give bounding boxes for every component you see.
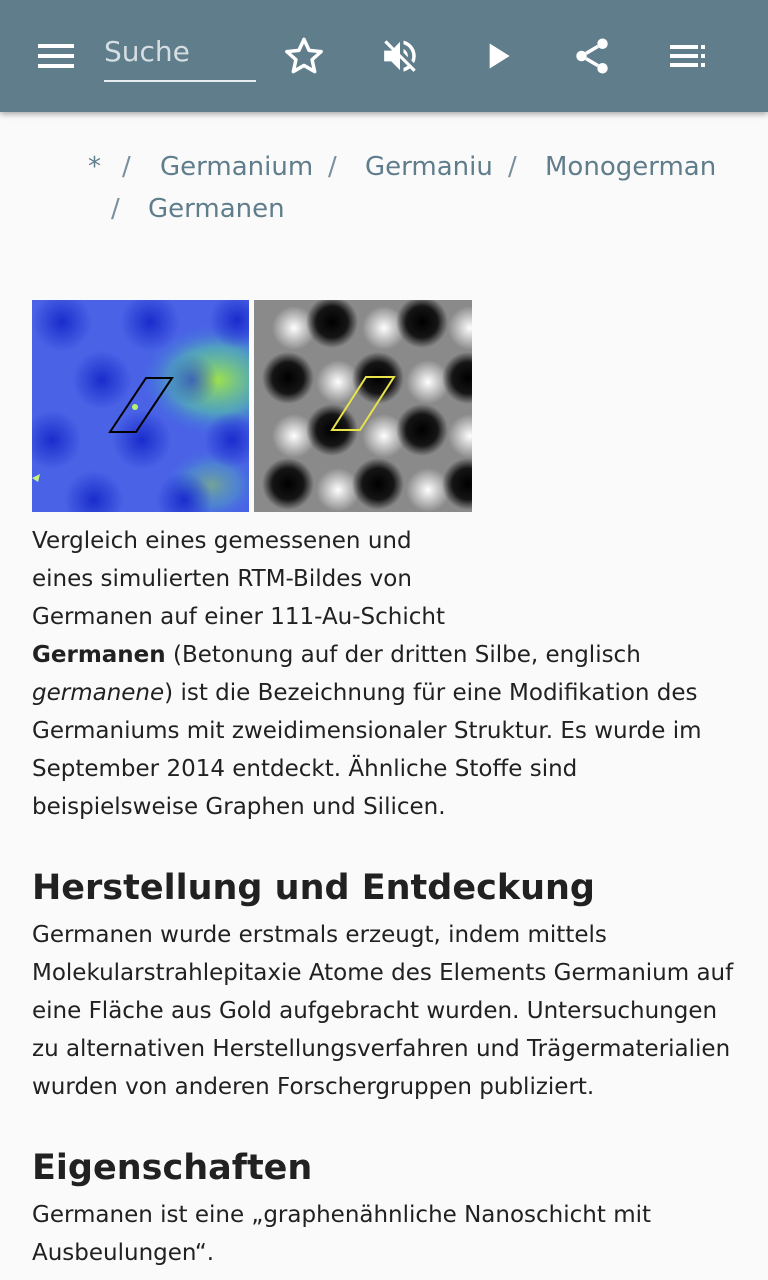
intro-text-part2: ) ist die Bezeichnung für eine Modifikation des Germaniums mit zweidimensionaler Struktur. Es wurde im September 2014 entdeckt. Ähnliche Stoffe sind beispielsweise Graphen und Silicen. [32, 680, 702, 820]
search-box [104, 22, 256, 82]
breadcrumb-root[interactable]: * [88, 152, 101, 182]
search-input[interactable] [104, 22, 256, 82]
share-icon [571, 35, 613, 77]
mute-button[interactable] [372, 28, 428, 84]
breadcrumb-item-germanen[interactable]: Germanen [148, 194, 285, 224]
contents-button[interactable] [660, 28, 716, 84]
intro-text-part1: (Betonung auf der dritten Silbe, englisch [165, 642, 641, 668]
section-text-eigenschaften: Germanen ist eine „graphenähnliche Nanoschicht mit Ausbeulungen“. [32, 1202, 652, 1266]
english-term: germanene [32, 680, 165, 706]
share-button[interactable] [564, 28, 620, 84]
list-icon [668, 36, 708, 76]
breadcrumb-separator: / [111, 194, 120, 224]
simulated-stm-image [254, 300, 472, 512]
breadcrumb-separator: / [508, 152, 517, 182]
menu-icon [36, 36, 76, 76]
star-outline-icon [283, 35, 325, 77]
figure-caption: Vergleich eines gemessenen und eines simulierten RTM-Bildes von Germanen auf einer 111-Au-Schicht [32, 528, 446, 630]
stm-image-comparison[interactable] [32, 300, 472, 512]
section-heading-herstellung: Herstellung und Entdeckung [32, 868, 595, 908]
section-text-herstellung: Germanen wurde erstmals erzeugt, indem mittels Molekularstrahlepitaxie Atome des Elements Germanium auf eine Fläche aus Gold aufgebracht wurden. Untersuchungen zu alternativen Herstellungsverfahren und Trägermaterialien wurden von anderen Forschergruppen publiziert. [32, 922, 734, 1100]
volume-off-icon [379, 35, 421, 77]
breadcrumb-item-monogerman[interactable]: Monogerman [545, 152, 717, 182]
breadcrumb-item-germaniu[interactable]: Germaniu [365, 152, 493, 182]
menu-button[interactable] [28, 28, 84, 84]
breadcrumb-separator: / [328, 152, 337, 182]
intro-paragraph [32, 636, 740, 826]
breadcrumb-separator: / [122, 152, 131, 182]
breadcrumb-item-germanium[interactable]: Germanium [160, 152, 314, 182]
section-heading-eigenschaften: Eigenschaften [32, 1148, 313, 1188]
article-term: Germanen [32, 642, 166, 668]
play-button[interactable] [470, 28, 526, 84]
bookmark-button[interactable] [276, 28, 332, 84]
app-toolbar [0, 0, 768, 112]
play-icon [478, 36, 518, 76]
